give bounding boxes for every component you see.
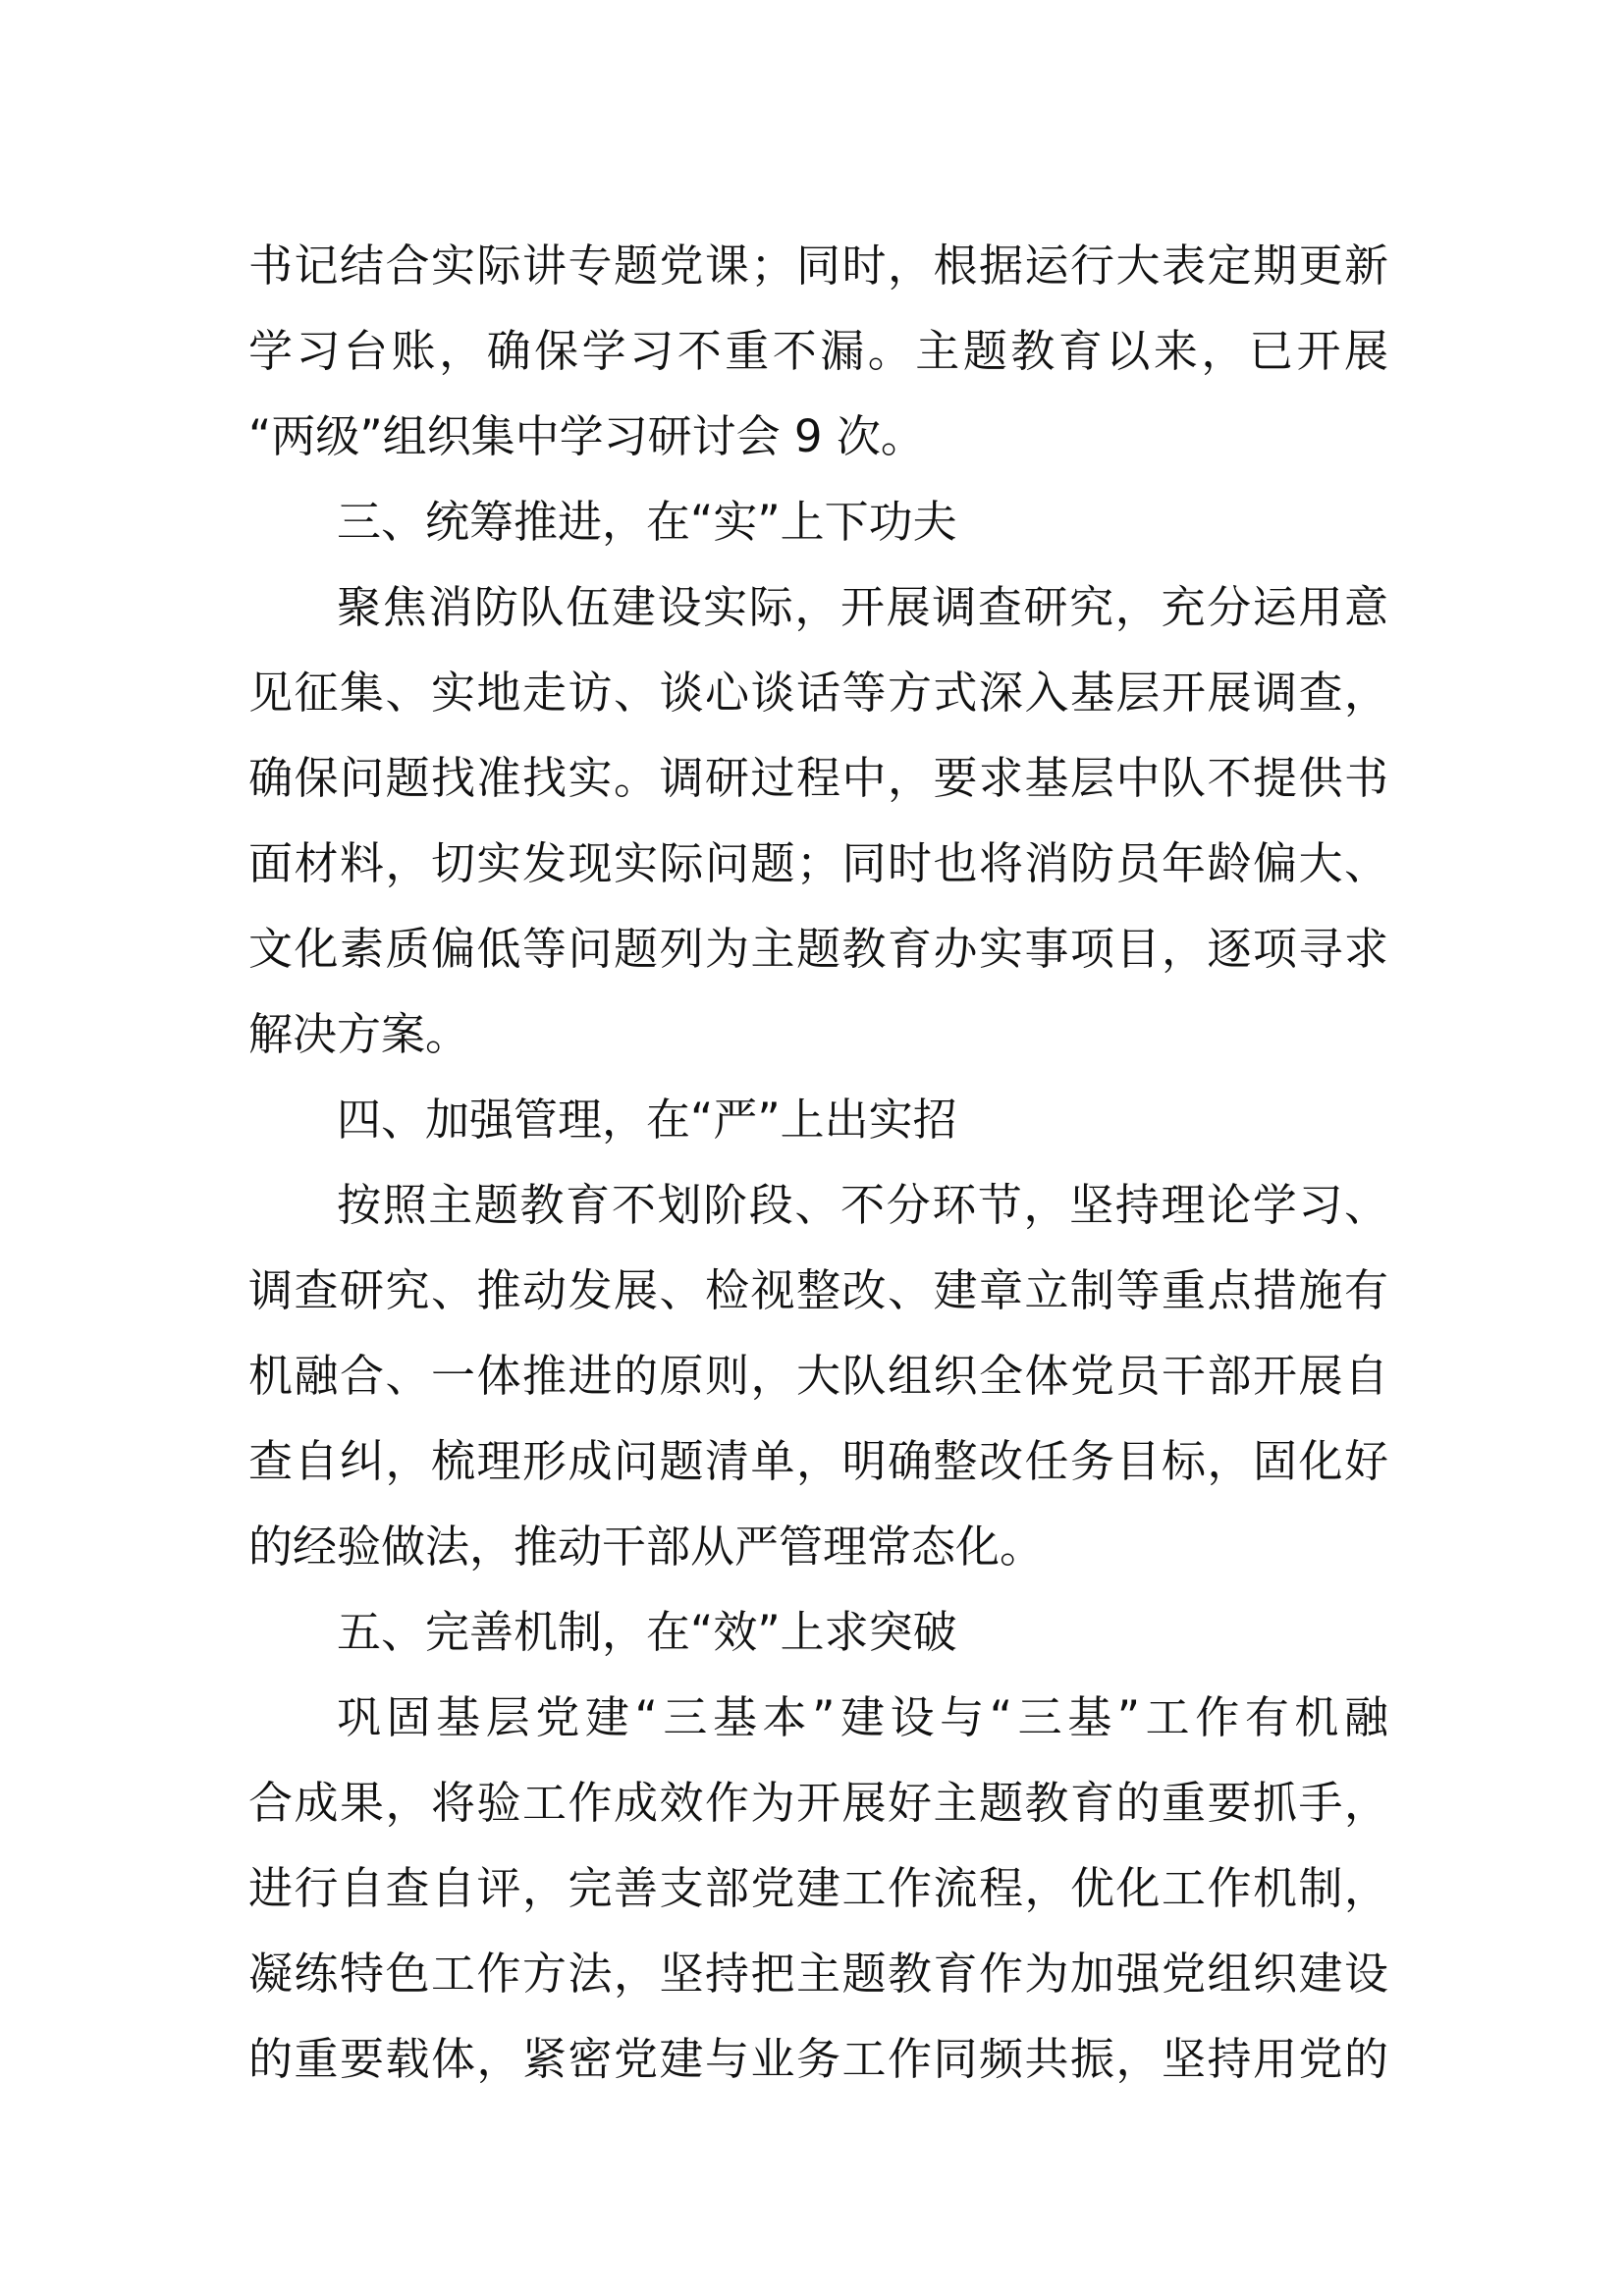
text-line: 学习台账，确保学习不重不漏。主题教育以来，已开展 <box>248 325 1388 377</box>
section-heading <box>248 479 1388 564</box>
text-line: 巩固基层党建“三基本”建设与“三基”工作有机融 <box>337 1691 1388 1743</box>
text-line: 三、统筹推进，在“实”上下功夫 <box>337 496 957 548</box>
text-line: 进行自查自评，完善支部党建工作流程，优化工作机制， <box>248 1862 1388 1914</box>
text-line: 五、完善机制，在“效”上求突破 <box>337 1606 957 1658</box>
text-line: 见征集、实地走访、谈心谈话等方式深入基层开展调查， <box>248 667 1388 719</box>
section-heading <box>248 1589 1388 1675</box>
paragraph <box>248 1675 1388 2102</box>
text-line: 的经验做法，推动干部从严管理常态化。 <box>248 1521 1045 1573</box>
text-line: 按照主题教育不划阶段、不分环节，坚持理论学习、 <box>337 1179 1388 1231</box>
section-heading <box>248 1077 1388 1162</box>
document-body <box>248 223 1388 2102</box>
text-line: 合成果，将验工作成效作为开展好主题教育的重要抓手， <box>248 1777 1388 1829</box>
text-line: 解决方案。 <box>248 1008 470 1060</box>
text-line: 聚焦消防队伍建设实际，开展调查研究，充分运用意 <box>337 581 1388 633</box>
paragraph <box>248 1162 1388 1589</box>
text-line: 面材料，切实发现实际问题；同时也将消防员年龄偏大、 <box>248 837 1388 889</box>
text-line: 查自纠，梳理形成问题清单，明确整改任务目标，固化好 <box>248 1435 1388 1487</box>
text-line: 文化素质偏低等问题列为主题教育办实事项目，逐项寻求 <box>248 923 1388 975</box>
text-line: 凝练特色工作方法，坚持把主题教育作为加强党组织建设 <box>248 1948 1388 2000</box>
text-line: 书记结合实际讲专题党课；同时，根据运行大表定期更新 <box>248 240 1388 292</box>
text-line: 的重要载体，紧密党建与业务工作同频共振，坚持用党的 <box>248 2033 1388 2085</box>
text-line: “两级”组织集中学习研讨会 9 次。 <box>248 410 925 462</box>
text-line: 四、加强管理，在“严”上出实招 <box>337 1094 957 1146</box>
paragraph <box>248 223 1388 479</box>
text-line: 调查研究、推动发展、检视整改、建章立制等重点措施有 <box>248 1264 1388 1316</box>
paragraph <box>248 564 1388 1077</box>
text-line: 确保问题找准找实。调研过程中，要求基层中队不提供书 <box>248 752 1388 804</box>
text-line: 机融合、一体推进的原则，大队组织全体党员干部开展自 <box>248 1350 1388 1402</box>
